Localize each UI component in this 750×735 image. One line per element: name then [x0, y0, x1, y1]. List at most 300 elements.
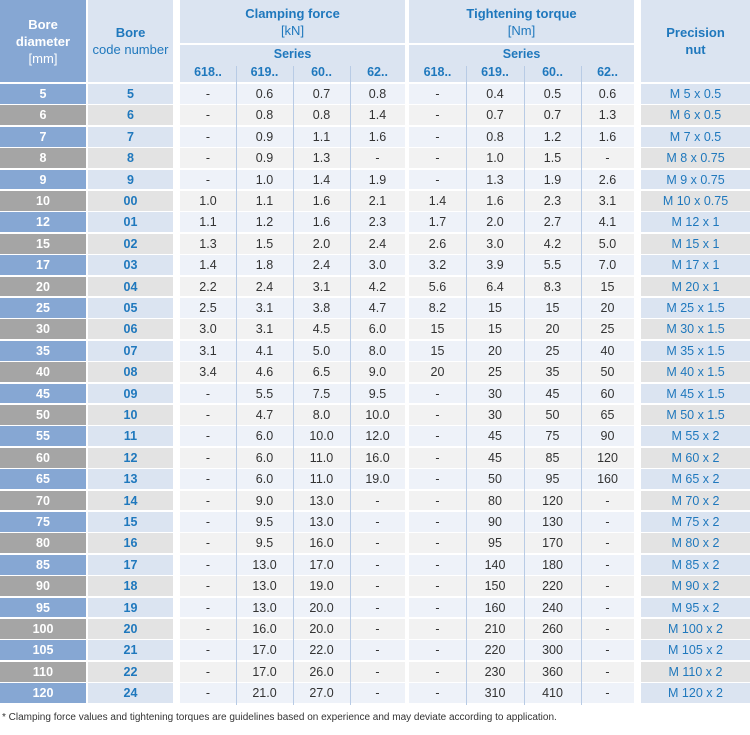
clamping-force-cell: -	[180, 426, 236, 446]
tightening-torque-cell: 35	[524, 362, 581, 382]
bore-diameter-cell: 85	[0, 555, 86, 575]
cf-series-1: 619..	[236, 63, 293, 82]
tightening-torque-cell: 220	[524, 576, 581, 596]
bore-diameter-cell: 105	[0, 640, 86, 660]
precision-nut-cell: M 55 x 2	[641, 426, 750, 446]
tightening-torque-cell: 140	[466, 555, 524, 575]
tightening-torque-cell: 3.0	[466, 234, 524, 254]
bore-code-cell: 05	[88, 298, 173, 318]
tightening-torque-cell: 1.5	[524, 148, 581, 168]
clamping-force-cell: 0.6	[236, 84, 293, 104]
tightening-torque-cell: 230	[466, 662, 524, 682]
clamping-force-cell: -	[180, 555, 236, 575]
tightening-torque-cell: 180	[524, 555, 581, 575]
clamping-force-cell: -	[180, 105, 236, 125]
clamping-force-cell: 13.0	[293, 491, 350, 511]
bore-code-cell: 01	[88, 212, 173, 232]
tightening-torque-cell: 8.2	[409, 298, 466, 318]
tightening-torque-cell: 40	[581, 341, 634, 361]
clamping-force-cell: 1.9	[350, 170, 405, 190]
clamping-force-cell: 21.0	[236, 683, 293, 703]
tightening-torque-cell: 130	[524, 512, 581, 532]
bore-diameter-cell: 50	[0, 405, 86, 425]
clamping-force-cell: 13.0	[236, 555, 293, 575]
precision-nut-cell: M 20 x 1	[641, 277, 750, 297]
clamping-force-cell: 3.8	[293, 298, 350, 318]
bore-diameter-cell: 65	[0, 469, 86, 489]
bore-diameter-cell: 70	[0, 491, 86, 511]
tightening-torque-cell: -	[409, 105, 466, 125]
clamping-force-cell: -	[350, 533, 405, 553]
precision-nut-cell: M 5 x 0.5	[641, 84, 750, 104]
tightening-torque-cell: -	[409, 619, 466, 639]
tightening-torque-cell: -	[409, 683, 466, 703]
tightening-torque-cell: 50	[524, 405, 581, 425]
clamping-force-cell: -	[350, 491, 405, 511]
tightening-torque-cell: -	[409, 426, 466, 446]
tightening-torque-cell: -	[409, 84, 466, 104]
clamping-force-cell: 4.1	[236, 341, 293, 361]
clamping-force-cell: -	[180, 469, 236, 489]
tightening-torque-cell: -	[409, 405, 466, 425]
tightening-torque-cell: 1.6	[581, 127, 634, 147]
tightening-torque-cell: 1.3	[466, 170, 524, 190]
tightening-torque-cell: -	[409, 469, 466, 489]
tightening-torque-cell: -	[409, 512, 466, 532]
clamping-force-cell: 13.0	[236, 576, 293, 596]
bore-code-cell: 17	[88, 555, 173, 575]
tightening-torque-cell: 310	[466, 683, 524, 703]
clamping-force-cell: 5.5	[236, 384, 293, 404]
clamping-force-cell: -	[350, 619, 405, 639]
tightening-torque-cell: 15	[409, 319, 466, 339]
tt-series-label: Series	[409, 45, 634, 63]
bore-diameter-cell: 7	[0, 127, 86, 147]
header-line: [mm]	[28, 50, 58, 66]
tightening-torque-cell: -	[581, 598, 634, 618]
clamping-force-cell: 5.0	[293, 341, 350, 361]
bore-code-cell: 07	[88, 341, 173, 361]
clamping-force-cell: -	[180, 405, 236, 425]
tightening-torque-cell: 5.0	[581, 234, 634, 254]
clamping-force-cell: 10.0	[293, 426, 350, 446]
clamping-force-cell: 1.8	[236, 255, 293, 275]
cf-series-label: Series	[180, 45, 405, 63]
precision-nut-cell: M 6 x 0.5	[641, 105, 750, 125]
clamping-force-cell: 2.5	[180, 298, 236, 318]
clamping-force-cell: -	[180, 127, 236, 147]
tightening-torque-cell: -	[409, 448, 466, 468]
tightening-torque-cell: 260	[524, 619, 581, 639]
header-line: Precision	[666, 25, 725, 40]
tightening-torque-cell: 25	[466, 362, 524, 382]
tightening-torque-cell: 0.6	[581, 84, 634, 104]
tightening-torque-cell: 5.6	[409, 277, 466, 297]
bore-code-cell: 10	[88, 405, 173, 425]
tightening-torque-cell: 3.9	[466, 255, 524, 275]
bore-diameter-cell: 20	[0, 277, 86, 297]
tt-series-2: 60..	[524, 63, 581, 82]
bore-diameter-cell: 8	[0, 148, 86, 168]
cf-series-3: 62..	[350, 63, 405, 82]
clamping-force-cell: 3.0	[180, 319, 236, 339]
clamping-force-cell: 4.5	[293, 319, 350, 339]
precision-nut-cell: M 45 x 1.5	[641, 384, 750, 404]
precision-nut-cell: M 30 x 1.5	[641, 319, 750, 339]
bore-diameter-cell: 9	[0, 170, 86, 190]
bore-code-cell: 09	[88, 384, 173, 404]
clamping-force-cell: 8.0	[293, 405, 350, 425]
precision-nut-cell: M 70 x 2	[641, 491, 750, 511]
tt-series-3: 62..	[581, 63, 634, 82]
tightening-torque-cell: 85	[524, 448, 581, 468]
clamping-force-cell: -	[350, 683, 405, 703]
tightening-torque-cell: 20	[409, 362, 466, 382]
clamping-force-cell: 2.1	[350, 191, 405, 211]
clamping-force-cell: 1.4	[293, 170, 350, 190]
tightening-torque-cell: 1.6	[466, 191, 524, 211]
bore-code-cell: 13	[88, 469, 173, 489]
tightening-torque-cell: 20	[466, 341, 524, 361]
tightening-torque-cell: 15	[581, 277, 634, 297]
column-divider	[524, 66, 525, 705]
precision-nut-cell: M 95 x 2	[641, 598, 750, 618]
header-line: code number	[92, 42, 169, 57]
clamping-force-cell: 0.7	[293, 84, 350, 104]
clamping-force-cell: 3.4	[180, 362, 236, 382]
bore-diameter-cell: 6	[0, 105, 86, 125]
header-line: Bore	[28, 16, 58, 32]
precision-nut-cell: M 75 x 2	[641, 512, 750, 532]
bore-code-cell: 7	[88, 127, 173, 147]
tightening-torque-cell: 1.7	[409, 212, 466, 232]
bore-diameter-cell: 100	[0, 619, 86, 639]
clamping-force-cell: 2.4	[293, 255, 350, 275]
clamping-force-cell: 6.0	[236, 448, 293, 468]
clamping-force-cell: 1.6	[293, 212, 350, 232]
clamping-force-cell: 0.8	[350, 84, 405, 104]
precision-nut-cell: M 35 x 1.5	[641, 341, 750, 361]
clamping-force-cell: 13.0	[293, 512, 350, 532]
tightening-torque-cell: -	[409, 555, 466, 575]
bore-code-cell: 8	[88, 148, 173, 168]
clamping-force-cell: 1.2	[236, 212, 293, 232]
clamping-force-cell: 1.4	[180, 255, 236, 275]
clamping-force-cell: 7.5	[293, 384, 350, 404]
clamping-force-cell: -	[350, 512, 405, 532]
clamping-force-cell: 4.7	[350, 298, 405, 318]
clamping-force-cell: 1.3	[293, 148, 350, 168]
bore-code-cell: 03	[88, 255, 173, 275]
tightening-torque-cell: 210	[466, 619, 524, 639]
tightening-torque-cell: 220	[466, 640, 524, 660]
clamping-force-cell: 19.0	[293, 576, 350, 596]
clamping-force-cell: -	[180, 491, 236, 511]
tightening-torque-cell: 50	[581, 362, 634, 382]
tightening-torque-cell: -	[409, 533, 466, 553]
bore-code-cell: 21	[88, 640, 173, 660]
tightening-torque-cell: -	[581, 555, 634, 575]
header-line: diameter	[15, 33, 71, 49]
bore-diameter-cell: 75	[0, 512, 86, 532]
clamping-force-cell: 1.1	[180, 212, 236, 232]
tightening-torque-cell: -	[581, 148, 634, 168]
tightening-torque-cell: 160	[466, 598, 524, 618]
clamping-force-cell: 11.0	[293, 448, 350, 468]
bore-code-cell: 06	[88, 319, 173, 339]
clamping-force-cell: 10.0	[350, 405, 405, 425]
tightening-torque-cell: 1.3	[581, 105, 634, 125]
clamping-force-cell: 0.9	[236, 148, 293, 168]
clamping-force-cell: -	[350, 555, 405, 575]
tightening-torque-cell: 1.4	[409, 191, 466, 211]
tightening-torque-cell: -	[581, 491, 634, 511]
clamping-force-cell: 4.2	[350, 277, 405, 297]
tightening-torque-cell: -	[581, 533, 634, 553]
tightening-torque-cell: 20	[581, 298, 634, 318]
tightening-torque-cell: 45	[466, 426, 524, 446]
tightening-torque-cell: -	[409, 640, 466, 660]
header-line: [Nm]	[507, 22, 536, 38]
tightening-torque-cell: 30	[466, 384, 524, 404]
clamping-force-cell: 1.3	[180, 234, 236, 254]
clamping-force-cell: 6.0	[236, 469, 293, 489]
precision-nut-cell: M 17 x 1	[641, 255, 750, 275]
precision-nut-cell: M 80 x 2	[641, 533, 750, 553]
bore-diameter-cell: 17	[0, 255, 86, 275]
clamping-force-cell: 9.5	[236, 533, 293, 553]
clamping-force-cell: 0.9	[236, 127, 293, 147]
clamping-force-cell: -	[180, 448, 236, 468]
tightening-torque-cell: 360	[524, 662, 581, 682]
clamping-force-cell: 1.1	[236, 191, 293, 211]
precision-nut-cell: M 100 x 2	[641, 619, 750, 639]
clamping-force-cell: 3.1	[236, 319, 293, 339]
tightening-torque-cell: 2.3	[524, 191, 581, 211]
bore-diameter-cell: 90	[0, 576, 86, 596]
bore-diameter-cell: 35	[0, 341, 86, 361]
clamping-force-cell: -	[180, 619, 236, 639]
tightening-torque-cell: 410	[524, 683, 581, 703]
header-line: nut	[685, 42, 706, 57]
bore-code-cell: 19	[88, 598, 173, 618]
tightening-torque-cell: 50	[466, 469, 524, 489]
tightening-torque-cell: 20	[524, 319, 581, 339]
tightening-torque-cell: 2.0	[466, 212, 524, 232]
clamping-force-cell: -	[180, 512, 236, 532]
clamping-force-cell: 17.0	[236, 662, 293, 682]
tightening-torque-cell: 2.6	[409, 234, 466, 254]
column-divider	[236, 66, 237, 705]
tightening-torque-cell: -	[409, 170, 466, 190]
tightening-torque-cell: 150	[466, 576, 524, 596]
tightening-torque-cell: -	[409, 598, 466, 618]
clamping-force-cell: -	[350, 148, 405, 168]
bore-diameter-cell: 12	[0, 212, 86, 232]
bore-diameter-cell: 25	[0, 298, 86, 318]
tightening-torque-cell: 3.2	[409, 255, 466, 275]
tightening-torque-cell: -	[581, 619, 634, 639]
clamping-force-cell: 1.1	[293, 127, 350, 147]
precision-nut-cell: M 15 x 1	[641, 234, 750, 254]
clamping-force-cell: 0.8	[293, 105, 350, 125]
clamping-force-cell: 19.0	[350, 469, 405, 489]
clamping-force-cell: 16.0	[350, 448, 405, 468]
tightening-torque-cell: 15	[466, 319, 524, 339]
tightening-torque-cell: 6.4	[466, 277, 524, 297]
clamping-force-cell: 6.0	[236, 426, 293, 446]
bore-code-cell: 11	[88, 426, 173, 446]
clamping-force-cell: -	[350, 598, 405, 618]
clamping-force-cell: 3.1	[180, 341, 236, 361]
clamping-force-cell: -	[180, 533, 236, 553]
tightening-torque-cell: 90	[466, 512, 524, 532]
precision-nut-cell: M 85 x 2	[641, 555, 750, 575]
bore-diameter-cell: 45	[0, 384, 86, 404]
tightening-torque-cell: 60	[581, 384, 634, 404]
clamping-force-cell: 20.0	[293, 598, 350, 618]
bore-code-cell: 18	[88, 576, 173, 596]
bore-code-cell: 22	[88, 662, 173, 682]
header-line: [kN]	[280, 22, 305, 38]
clamping-force-cell: 1.5	[236, 234, 293, 254]
tightening-torque-cell: 120	[581, 448, 634, 468]
clamping-force-cell: 22.0	[293, 640, 350, 660]
clamping-force-cell: 9.5	[236, 512, 293, 532]
clamping-force-cell: -	[180, 640, 236, 660]
clamping-force-cell: -	[180, 576, 236, 596]
clamping-force-cell: -	[180, 598, 236, 618]
clamping-force-cell: 16.0	[236, 619, 293, 639]
clamping-force-cell: 1.0	[180, 191, 236, 211]
bore-diameter-cell: 60	[0, 448, 86, 468]
bore-code-cell: 00	[88, 191, 173, 211]
tightening-torque-cell: -	[581, 662, 634, 682]
tightening-torque-cell: 2.7	[524, 212, 581, 232]
bore-code-cell: 12	[88, 448, 173, 468]
clamping-force-cell: -	[350, 576, 405, 596]
tightening-torque-cell: 95	[466, 533, 524, 553]
clamping-force-cell: 26.0	[293, 662, 350, 682]
bore-diameter-cell: 15	[0, 234, 86, 254]
clamping-force-cell: 3.0	[350, 255, 405, 275]
clamping-force-cell: 27.0	[293, 683, 350, 703]
clamping-force-cell: 2.2	[180, 277, 236, 297]
clamping-force-cell: -	[180, 148, 236, 168]
bore-code-cell: 15	[88, 512, 173, 532]
tightening-torque-cell: 3.1	[581, 191, 634, 211]
tightening-torque-cell: 1.0	[466, 148, 524, 168]
tightening-torque-cell: 15	[466, 298, 524, 318]
precision-nut-cell: M 7 x 0.5	[641, 127, 750, 147]
clamping-force-cell: 2.0	[293, 234, 350, 254]
bore-diameter-cell: 110	[0, 662, 86, 682]
clamping-force-cell: 8.0	[350, 341, 405, 361]
tightening-torque-cell: -	[581, 512, 634, 532]
precision-nut-cell: M 40 x 1.5	[641, 362, 750, 382]
tightening-torque-cell: 45	[466, 448, 524, 468]
tt-series-0: 618..	[409, 63, 466, 82]
bore-diameter-cell: 30	[0, 319, 86, 339]
clamping-force-cell: 13.0	[236, 598, 293, 618]
precision-nut-cell: M 65 x 2	[641, 469, 750, 489]
clamping-force-cell: 2.3	[350, 212, 405, 232]
clamping-force-cell: 1.6	[350, 127, 405, 147]
tightening-torque-cell: 25	[581, 319, 634, 339]
tightening-torque-cell: 75	[524, 426, 581, 446]
clamping-force-cell: 9.0	[350, 362, 405, 382]
footnote: * Clamping force values and tightening torques are guidelines based on experience and may deviate according to application.	[2, 712, 557, 723]
precision-nut-cell: M 10 x 0.75	[641, 191, 750, 211]
clamping-force-cell: 6.5	[293, 362, 350, 382]
clamping-force-cell: 2.4	[236, 277, 293, 297]
clamping-force-cell: 1.0	[236, 170, 293, 190]
bore-diameter-cell: 40	[0, 362, 86, 382]
tightening-torque-cell: -	[409, 127, 466, 147]
precision-nut-cell: M 8 x 0.75	[641, 148, 750, 168]
clamping-force-cell: 9.5	[350, 384, 405, 404]
clamping-force-cell: 0.8	[236, 105, 293, 125]
tightening-torque-cell: 4.1	[581, 212, 634, 232]
tightening-torque-cell: 240	[524, 598, 581, 618]
bore-code-cell: 20	[88, 619, 173, 639]
clamping-force-cell: 17.0	[236, 640, 293, 660]
bore-diameter-cell: 10	[0, 191, 86, 211]
bore-code-cell: 24	[88, 683, 173, 703]
clamping-force-cell: -	[350, 662, 405, 682]
clamping-force-cell: -	[180, 384, 236, 404]
tightening-torque-cell: 5.5	[524, 255, 581, 275]
tightening-torque-cell: 0.7	[466, 105, 524, 125]
header-clamping-force	[180, 0, 405, 43]
tightening-torque-cell: -	[409, 384, 466, 404]
header-line: Clamping force	[245, 5, 340, 21]
tightening-torque-cell: -	[581, 576, 634, 596]
tightening-torque-cell: 30	[466, 405, 524, 425]
bore-code-cell: 04	[88, 277, 173, 297]
precision-nut-cell: M 120 x 2	[641, 683, 750, 703]
tightening-torque-cell: 120	[524, 491, 581, 511]
precision-nut-cell: M 9 x 0.75	[641, 170, 750, 190]
tightening-torque-cell: -	[409, 491, 466, 511]
tightening-torque-cell: 65	[581, 405, 634, 425]
tightening-torque-cell: 8.3	[524, 277, 581, 297]
tightening-torque-cell: 25	[524, 341, 581, 361]
clamping-force-cell: 1.4	[350, 105, 405, 125]
bore-diameter-cell: 5	[0, 84, 86, 104]
tightening-torque-cell: 0.7	[524, 105, 581, 125]
header-bore-diameter	[0, 0, 86, 82]
precision-nut-cell: M 60 x 2	[641, 448, 750, 468]
cf-series-0: 618..	[180, 63, 236, 82]
clamping-force-cell: 3.1	[293, 277, 350, 297]
bore-code-cell: 9	[88, 170, 173, 190]
bore-code-cell: 16	[88, 533, 173, 553]
clamping-force-cell: -	[180, 170, 236, 190]
header-precision-nut	[641, 0, 750, 82]
tightening-torque-cell: 0.5	[524, 84, 581, 104]
bore-code-cell: 5	[88, 84, 173, 104]
bore-diameter-cell: 120	[0, 683, 86, 703]
column-divider	[466, 66, 467, 705]
clamping-force-cell: -	[180, 662, 236, 682]
tightening-torque-cell: 170	[524, 533, 581, 553]
clamping-force-cell: 12.0	[350, 426, 405, 446]
tightening-torque-cell: 0.8	[466, 127, 524, 147]
clamping-force-cell: -	[180, 683, 236, 703]
clamping-force-cell: 2.4	[350, 234, 405, 254]
precision-nut-cell: M 25 x 1.5	[641, 298, 750, 318]
